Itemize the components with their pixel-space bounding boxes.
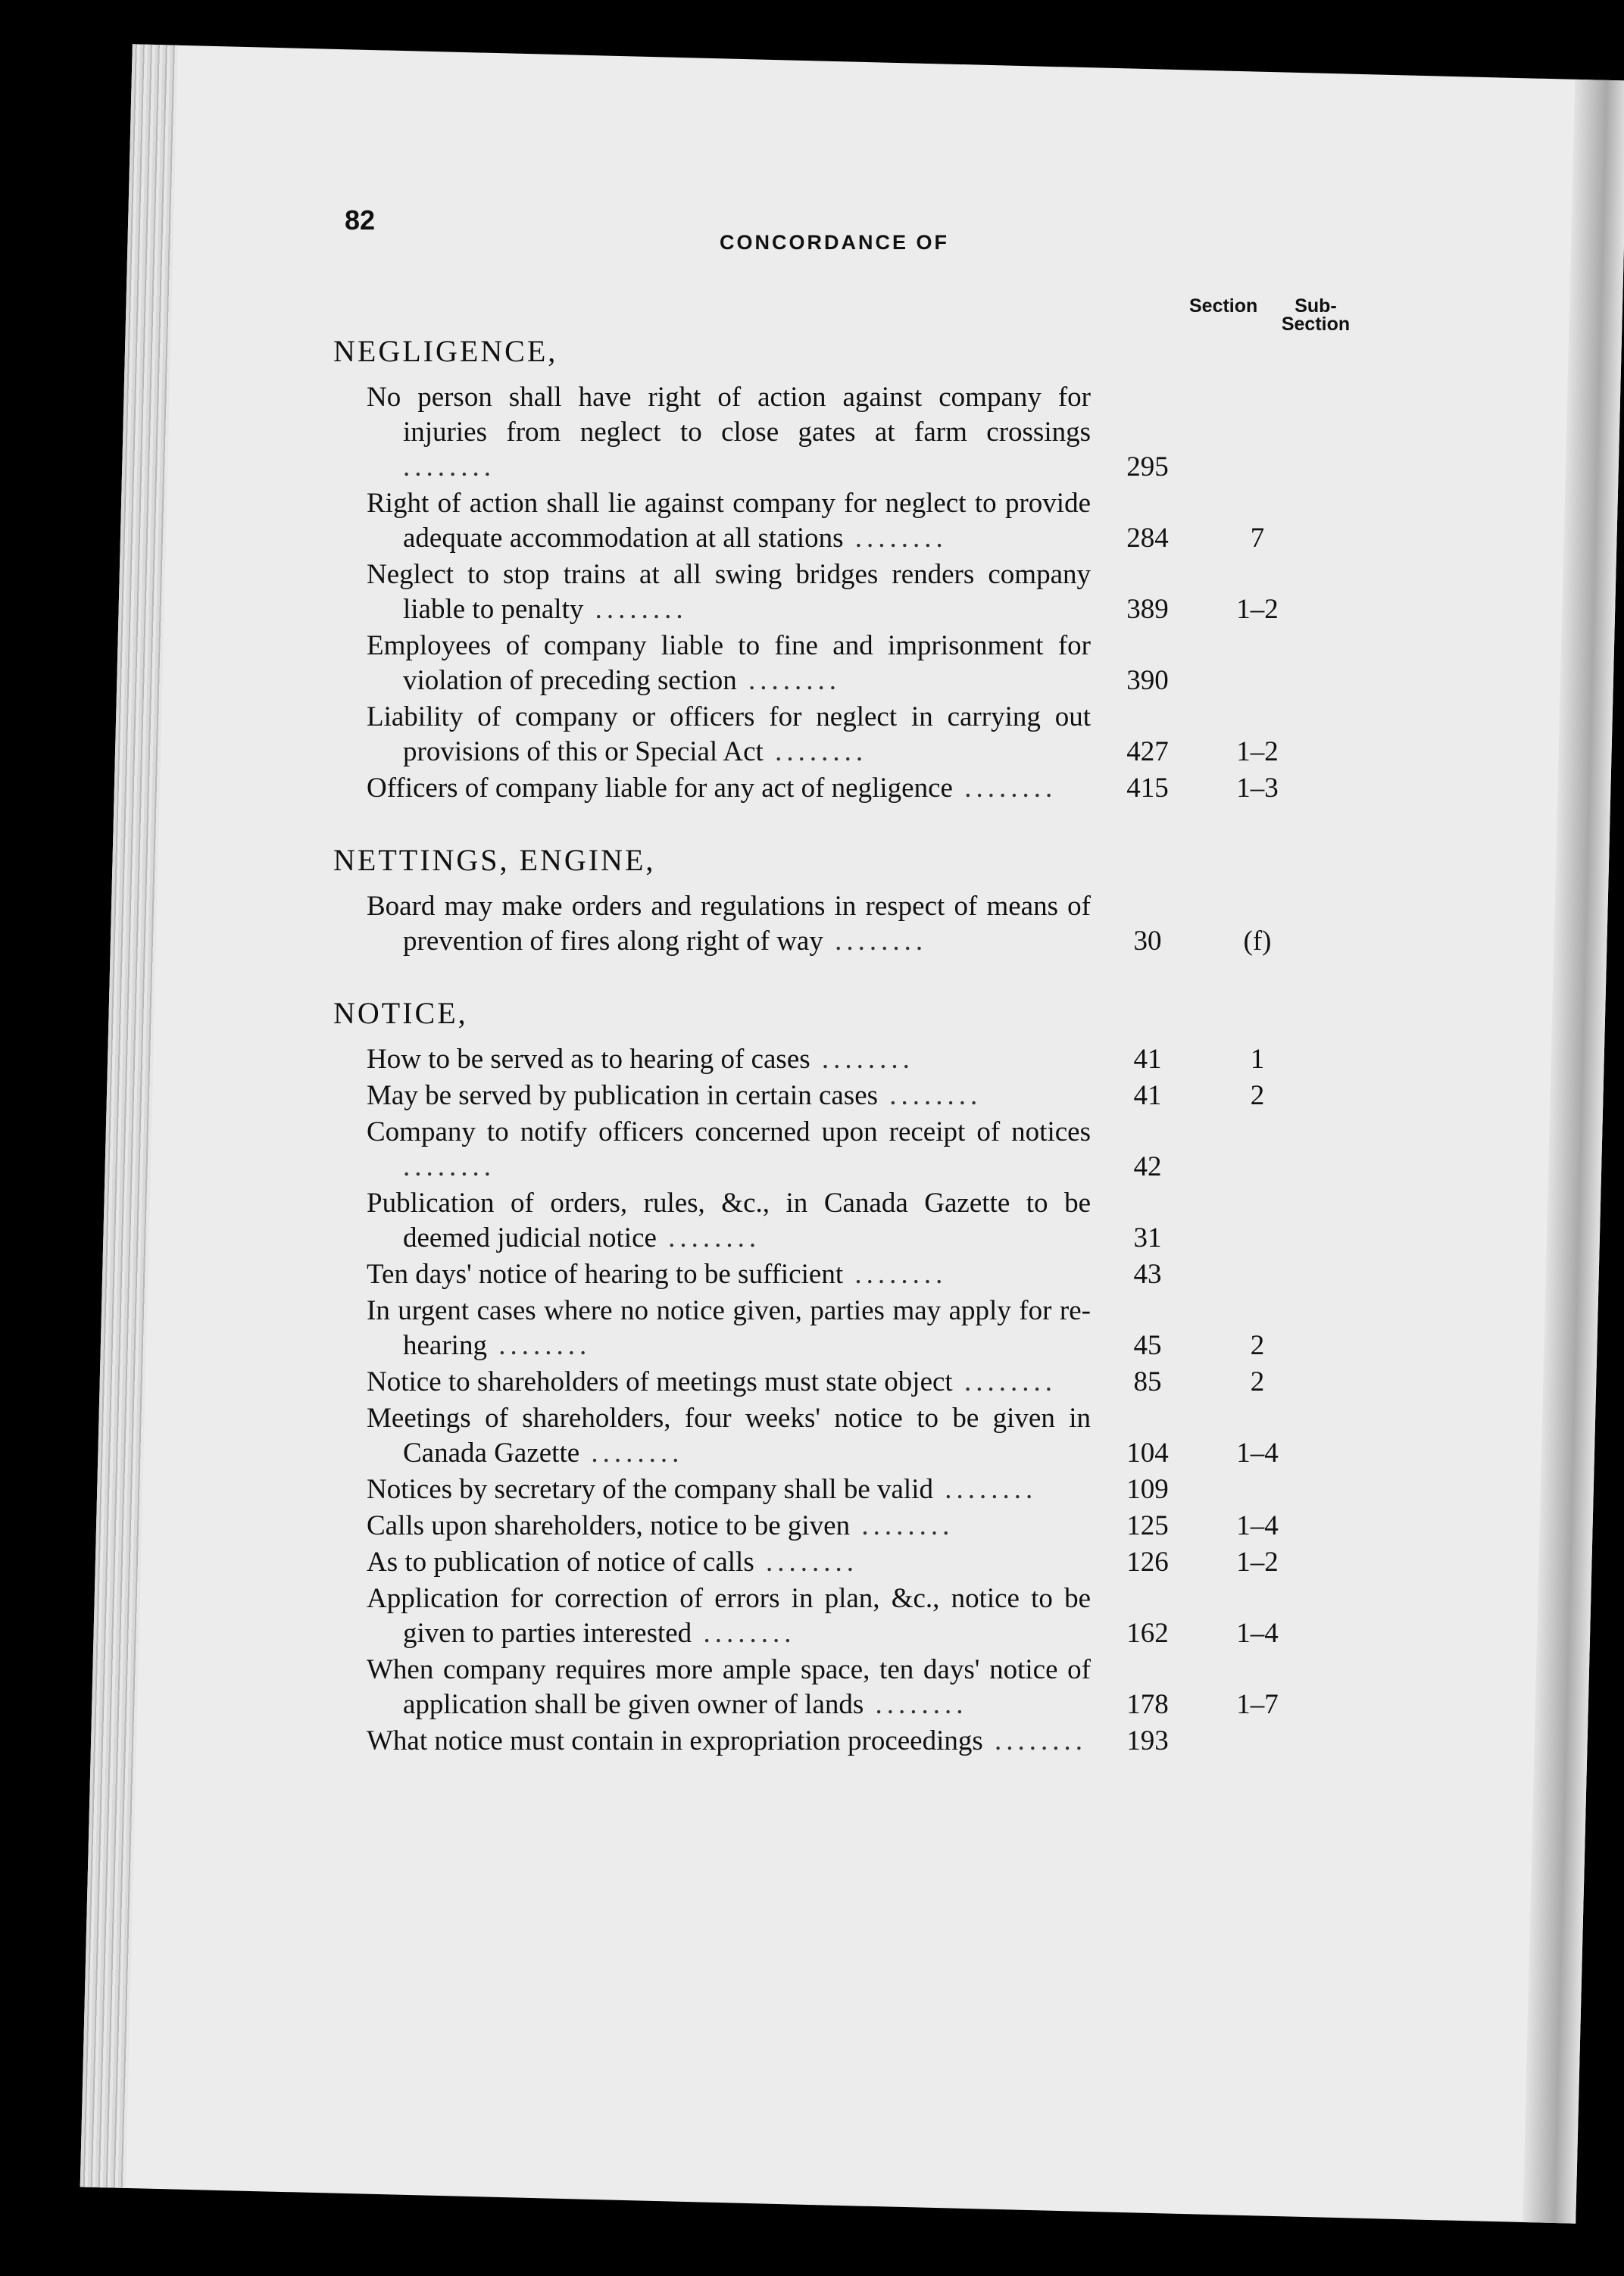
index-entry (333, 1365, 1394, 1400)
section-number: 45 (1133, 1330, 1162, 1361)
page-right-edge (1522, 80, 1624, 2224)
section-number: 42 (1133, 1151, 1162, 1182)
section-number: 415 (1126, 773, 1169, 804)
dot-leader: ........ (843, 1259, 948, 1290)
subsection-number: 1–7 (1236, 1689, 1279, 1720)
entry-text: When company requires more ample space, ten days' notice of application shall be given owner of lands (367, 1654, 1091, 1720)
section-number: 41 (1133, 1044, 1162, 1075)
section-number: 31 (1133, 1222, 1162, 1254)
entry-text: Right of action shall lie against company for neglect to provide adequate accommodation at all stations (367, 488, 1091, 554)
subsection-number: 1 (1250, 1044, 1265, 1075)
index-entry (333, 1186, 1394, 1256)
subsection-number: 1–4 (1236, 1618, 1279, 1649)
subsection-number: 2 (1250, 1330, 1265, 1361)
index-entry (333, 889, 1394, 959)
entry-group (333, 333, 1394, 806)
index-entry (333, 1724, 1394, 1759)
dot-leader: ........ (736, 665, 842, 696)
entry-text: In urgent cases where no notice given, parties may apply for re-hearing (367, 1295, 1091, 1361)
dot-leader: ........ (823, 926, 928, 957)
index-entry (333, 629, 1394, 698)
dot-leader: ........ (403, 1151, 495, 1182)
index-entry (333, 1581, 1394, 1651)
entry-text: What notice must contain in expropriation proceedings (367, 1725, 983, 1756)
dot-leader: ........ (952, 773, 1057, 804)
dot-leader: ........ (486, 1330, 592, 1361)
section-number: 284 (1126, 523, 1169, 554)
entry-text: May be served by publication in certain cases (367, 1080, 879, 1111)
entry-text: Liability of company or officers for neglect in carrying out provisions of this or Special Act (367, 701, 1091, 767)
entry-text: As to publication of notice of calls (367, 1547, 754, 1578)
dot-leader: ........ (952, 1366, 1057, 1397)
dot-leader: ........ (403, 451, 495, 482)
group-heading: NEGLIGENCE, (333, 334, 558, 368)
index-entry (333, 1472, 1394, 1507)
index-entry (333, 1294, 1394, 1363)
entry-text: Neglect to stop trains at all swing bridges renders company liable to penalty (367, 559, 1091, 625)
section-number: 178 (1126, 1689, 1169, 1720)
subsection-number: (f) (1243, 926, 1272, 957)
section-number: 125 (1126, 1510, 1169, 1541)
index-entry (333, 1042, 1394, 1077)
index-entry (333, 1509, 1394, 1544)
dot-leader: ........ (932, 1474, 1038, 1505)
section-number: 390 (1126, 665, 1169, 696)
column-head-section: Section (1189, 295, 1258, 317)
index-entry (333, 1401, 1394, 1471)
index-entry (333, 1079, 1394, 1113)
entry-group (333, 995, 1394, 1759)
section-number: 389 (1126, 594, 1169, 625)
entry-text: Notice to shareholders of meetings must state object (367, 1366, 953, 1397)
dot-leader: ........ (656, 1222, 761, 1254)
dot-leader: ........ (579, 1438, 684, 1469)
index-entry (333, 1115, 1394, 1185)
index-entry (333, 1653, 1394, 1722)
group-heading: NOTICE, (333, 996, 468, 1030)
subsection-number: 1–4 (1236, 1438, 1279, 1469)
subsection-number: 2 (1250, 1080, 1265, 1111)
entry-text: Officers of company liable for any act of negligence (367, 773, 953, 804)
entry-text: Calls upon shareholders, notice to be given (367, 1510, 851, 1541)
running-head: CONCORDANCE OF (720, 231, 949, 254)
entry-text: Board may make orders and regulations in respect of means of prevention of fires along right of way (367, 891, 1091, 957)
subsection-number: 1–4 (1236, 1510, 1279, 1541)
section-number: 30 (1133, 926, 1162, 957)
entry-text: Meetings of shareholders, four weeks' notice to be given in Canada Gazette (367, 1403, 1091, 1469)
section-number: 104 (1126, 1438, 1169, 1469)
entry-text: Application for correction of errors in plan, &c., notice to be given to parties interested (367, 1583, 1091, 1649)
index-entry (333, 700, 1394, 770)
subsection-number: 7 (1250, 523, 1265, 554)
index-entry (333, 771, 1394, 806)
section-number: 41 (1133, 1080, 1162, 1111)
group-heading: NETTINGS, ENGINE, (333, 843, 656, 877)
index-entry (333, 557, 1394, 627)
concordance-entries (333, 333, 1394, 1795)
entry-text: Notices by secretary of the company shall be valid (367, 1474, 933, 1505)
subsection-number: 1–2 (1236, 594, 1279, 625)
entry-text: Ten days' notice of hearing to be sufficient (367, 1259, 844, 1290)
dot-leader: ........ (878, 1080, 982, 1111)
entry-text: How to be served as to hearing of cases (367, 1044, 810, 1075)
dot-leader: ........ (864, 1689, 968, 1720)
section-number: 427 (1126, 736, 1169, 767)
entry-text: Publication of orders, rules, &c., in Canada Gazette to be deemed judicial notice (367, 1188, 1091, 1254)
column-head-subsection: Sub- Section (1281, 295, 1351, 335)
page-stack-edge (80, 44, 178, 2188)
dot-leader: ........ (754, 1547, 858, 1578)
dot-leader: ........ (692, 1618, 796, 1649)
index-entry (333, 1257, 1394, 1292)
section-number: 162 (1126, 1618, 1169, 1649)
dot-leader: ........ (982, 1725, 1088, 1756)
entry-group (333, 842, 1394, 959)
page-number: 82 (345, 204, 376, 236)
dot-leader: ........ (763, 736, 868, 767)
index-entry (333, 380, 1394, 485)
dot-leader: ........ (850, 1510, 954, 1541)
subsection-number: 1–3 (1236, 773, 1279, 804)
subsection-number: 1–2 (1236, 1547, 1279, 1578)
section-number: 295 (1126, 451, 1169, 482)
subsection-number: 1–2 (1236, 736, 1279, 767)
section-number: 193 (1126, 1725, 1169, 1756)
section-number: 126 (1126, 1547, 1169, 1578)
index-entry (333, 1545, 1394, 1580)
section-number: 43 (1133, 1259, 1162, 1290)
section-number: 109 (1126, 1474, 1169, 1505)
entry-text: Company to notify officers concerned upon receipt of notices (367, 1116, 1091, 1147)
dot-leader: ........ (843, 523, 948, 554)
entry-text: Employees of company liable to fine and imprisonment for violation of preceding section (367, 630, 1091, 696)
subsection-number: 2 (1250, 1366, 1265, 1397)
entry-text: No person shall have right of action against company for injuries from neglect to close gates at farm crossings (367, 382, 1091, 448)
section-number: 85 (1133, 1366, 1162, 1397)
dot-leader: ........ (810, 1044, 914, 1075)
dot-leader: ........ (583, 594, 688, 625)
index-entry (333, 486, 1394, 556)
